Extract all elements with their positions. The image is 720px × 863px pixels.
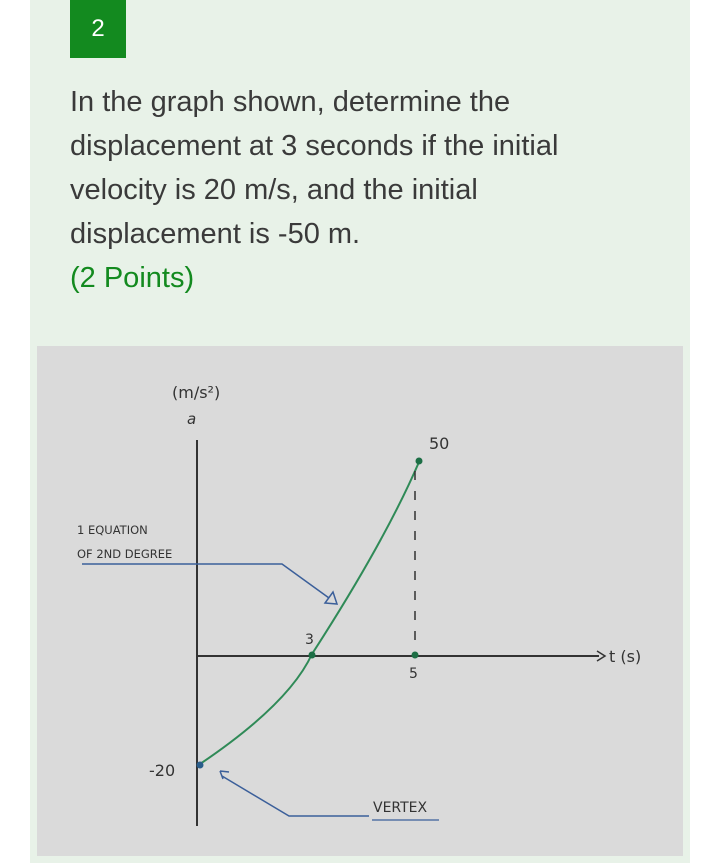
question-card	[30, 0, 690, 863]
x-axis-label: t (s)	[609, 647, 642, 666]
question-number-badge	[70, 0, 126, 58]
question-points: (2 Points)	[70, 262, 195, 294]
point-3	[309, 652, 316, 659]
question-text: In the graph shown, determine the displacement at 3 seconds if the initial velocity is 20 m/s, and the initial displacement is -50 m.	[70, 86, 559, 250]
paper-background	[37, 346, 683, 856]
point-5	[412, 652, 419, 659]
note-line-2: OF 2ND DEGREE	[77, 547, 173, 561]
label-3: 3	[305, 632, 314, 648]
vertex-label: VERTEX	[373, 800, 428, 816]
label-50: 50	[429, 434, 450, 453]
y-unit-label: (m/s²)	[172, 383, 221, 402]
label-5: 5	[409, 666, 418, 682]
graph-drawing	[37, 346, 683, 856]
y-axis-symbol: a	[187, 410, 197, 428]
note-line-1: 1 EQUATION	[77, 523, 148, 537]
graph-image	[37, 346, 683, 856]
point-neg20	[197, 762, 204, 769]
question-number: 2	[91, 15, 105, 42]
label-neg20: -20	[149, 761, 176, 780]
point-50	[416, 458, 423, 465]
